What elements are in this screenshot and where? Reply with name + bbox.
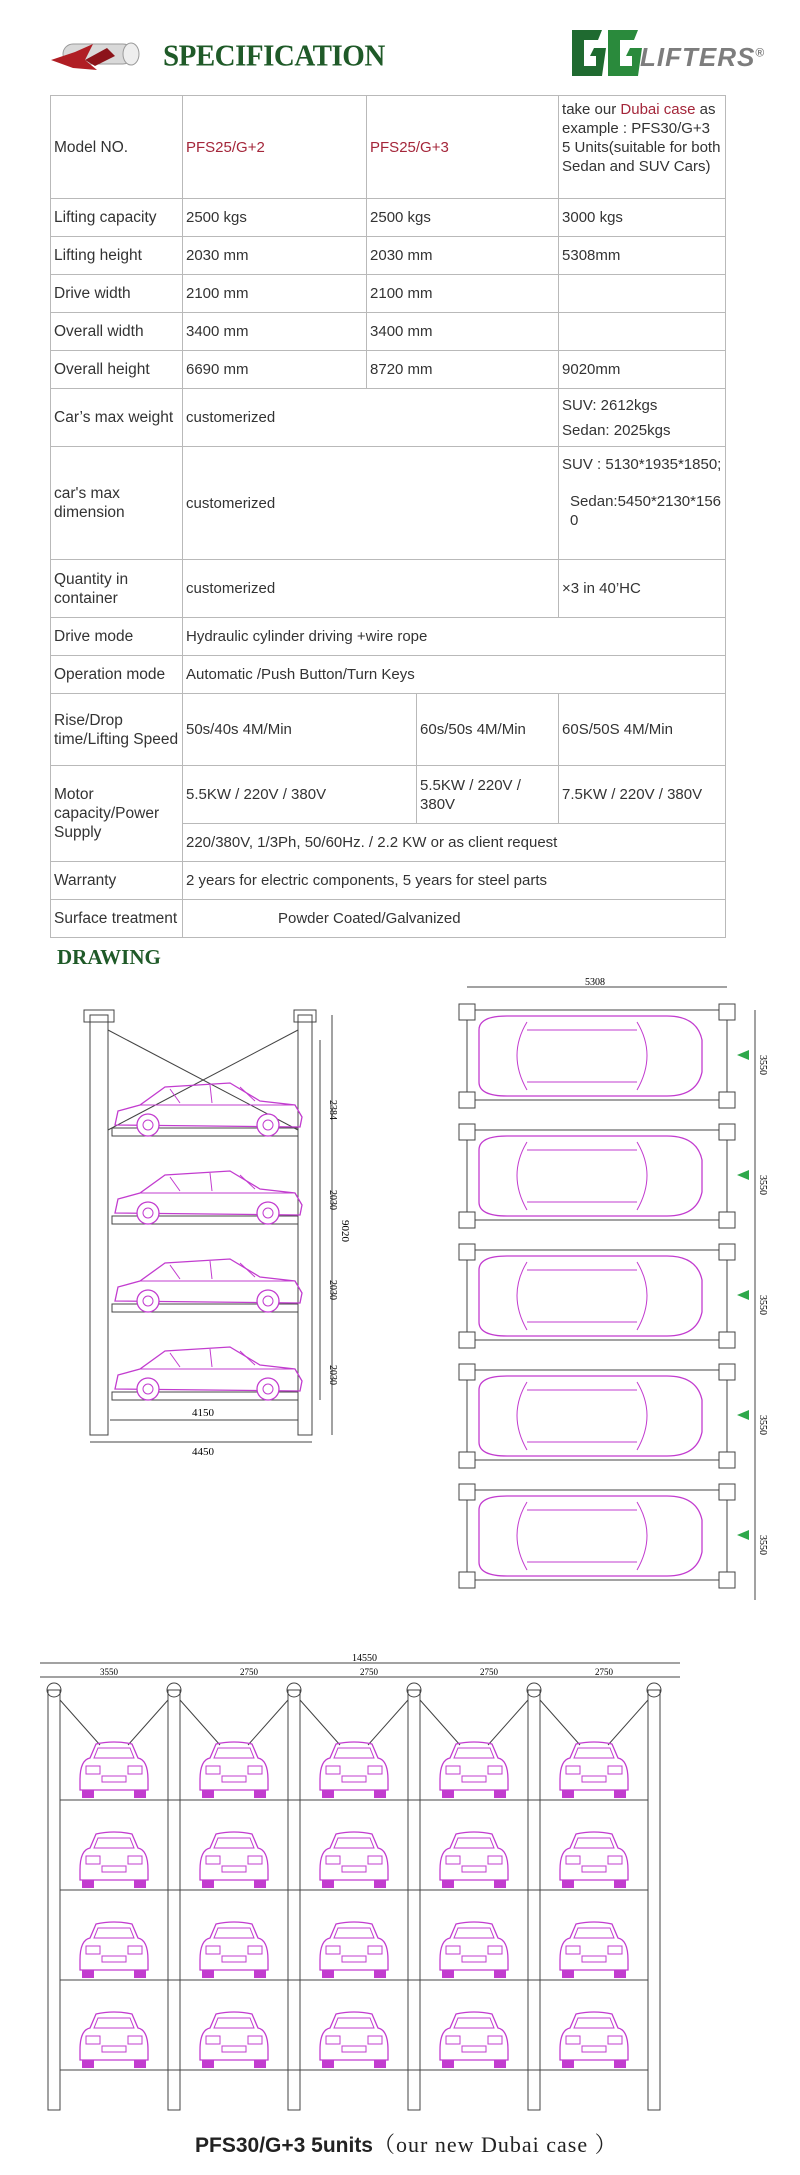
gg-logo-icon xyxy=(568,26,642,85)
plan-width-label: 5308 xyxy=(585,977,605,988)
cell: 2500 kgs xyxy=(183,199,367,237)
outer-width-label: 4450 xyxy=(192,1446,214,1458)
cell: 5308mm xyxy=(559,237,726,275)
cell xyxy=(559,275,726,313)
table-row xyxy=(51,766,726,824)
table-row xyxy=(51,199,726,237)
cell: 7.5KW / 220V / 380V xyxy=(559,766,726,824)
specification-table xyxy=(50,95,726,938)
row-label: Lifting capacity xyxy=(51,199,183,237)
front-total-label: 14550 xyxy=(352,1653,377,1664)
table-row xyxy=(51,694,726,766)
side-dim-label: 2030 xyxy=(327,1190,338,1210)
cell-line: Sedan: 2025kgs xyxy=(562,421,671,439)
cell-line: SUV: 2612kgs xyxy=(562,396,658,414)
plan-bay-label: 3550 xyxy=(757,1535,768,1555)
table-row xyxy=(51,351,726,389)
drawing-title: DRAWING xyxy=(57,945,161,969)
cell: 3000 kgs xyxy=(559,199,726,237)
cell-line: Sedan:5450*2130*1560 xyxy=(570,493,722,529)
cell: customerized xyxy=(183,389,559,447)
cell: 5.5KW / 220V / 380V xyxy=(417,766,559,824)
row-label: Warranty xyxy=(51,862,183,900)
caption-model: PFS30/G+3 5units xyxy=(195,2134,373,2157)
row-label: Rise/Drop time/Lifting Speed xyxy=(51,694,183,766)
brand-name: LIFTERS® xyxy=(640,42,766,72)
dubai-case-cell: take our Dubai case as example : PFS30/G+3 5 Units(suitable for both Sedan and SUV Cars) xyxy=(559,96,726,199)
dubai-case-link[interactable]: Dubai case xyxy=(620,101,696,118)
table-row xyxy=(51,862,726,900)
cell: 6690 mm xyxy=(183,351,367,389)
plan-bay-label: 3550 xyxy=(757,1295,768,1315)
table-row xyxy=(51,560,726,618)
table-row xyxy=(51,313,726,351)
table-row xyxy=(51,389,726,447)
cell: 3400 mm xyxy=(183,313,367,351)
row-label: Motor capacity/Power Supply xyxy=(51,766,183,862)
cell: customerized xyxy=(183,560,559,618)
cell xyxy=(559,389,726,447)
cell: 2 years for electric components, 5 years for steel parts xyxy=(183,862,726,900)
cell xyxy=(559,447,726,560)
plan-bay-label: 3550 xyxy=(757,1175,768,1195)
cell: 9020mm xyxy=(559,351,726,389)
plan-view-drawing xyxy=(455,975,768,1645)
row-label: Operation mode xyxy=(51,656,183,694)
table-row xyxy=(51,275,726,313)
cell: 5.5KW / 220V / 380V xyxy=(183,766,417,824)
cell: Automatic /Push Button/Turn Keys xyxy=(183,656,726,694)
front-bay-label: 2750 xyxy=(480,1667,498,1677)
caption-note: （our new Dubai case ） xyxy=(373,2132,618,2157)
table-row xyxy=(51,656,726,694)
table-row xyxy=(51,237,726,275)
cell xyxy=(559,313,726,351)
cell: 60S/50S 4M/Min xyxy=(559,694,726,766)
cell: ×3 in 40’HC xyxy=(559,560,726,618)
front-elevation-drawing xyxy=(40,1655,700,2125)
plan-bay-label: 3550 xyxy=(757,1415,768,1435)
cell: 3400 mm xyxy=(367,313,559,351)
front-bay-label: 2750 xyxy=(360,1667,378,1677)
row-label: car's max dimension xyxy=(51,447,183,560)
model-cell: PFS25/G+3 xyxy=(367,96,559,199)
row-label: Drive width xyxy=(51,275,183,313)
cell: Powder Coated/Galvanized xyxy=(183,900,726,938)
row-label: Lifting height xyxy=(51,237,183,275)
cell: 2030 mm xyxy=(183,237,367,275)
row-label: Car’s max weight xyxy=(51,389,183,447)
side-total-label: 9020 xyxy=(339,1220,351,1242)
row-label: Model NO. xyxy=(51,96,183,199)
front-bay-label: 2750 xyxy=(240,1667,258,1677)
cell: 2100 mm xyxy=(367,275,559,313)
row-label: Overall height xyxy=(51,351,183,389)
cell: 2500 kgs xyxy=(367,199,559,237)
table-row xyxy=(51,447,726,560)
row-label: Overall width xyxy=(51,313,183,351)
cell: customerized xyxy=(183,447,559,560)
front-bay-label: 3550 xyxy=(100,1667,118,1677)
side-dim-label: 2030 xyxy=(327,1280,338,1300)
cell: 2100 mm xyxy=(183,275,367,313)
side-dim-label: 2030 xyxy=(327,1365,338,1385)
inner-width-label: 4150 xyxy=(192,1407,214,1419)
scroll-logo-icon xyxy=(45,30,145,81)
cell: 220/380V, 1/3Ph, 50/60Hz. / 2.2 KW or as client request xyxy=(183,824,726,862)
row-label: Surface treatment xyxy=(51,900,183,938)
model-cell: PFS25/G+2 xyxy=(183,96,367,199)
side-dim-label: 2384 xyxy=(327,1100,338,1120)
front-bay-label: 2750 xyxy=(595,1667,613,1677)
cell: 8720 mm xyxy=(367,351,559,389)
table-row xyxy=(51,96,726,199)
plan-bay-label: 3550 xyxy=(757,1055,768,1075)
cell: 2030 mm xyxy=(367,237,559,275)
page-title: SPECIFICATION xyxy=(163,39,385,73)
row-label: Quantity in container xyxy=(51,560,183,618)
row-label: Drive mode xyxy=(51,618,183,656)
drawing-caption xyxy=(195,2128,618,2159)
cell: 60s/50s 4M/Min xyxy=(417,694,559,766)
side-elevation-drawing xyxy=(70,1000,370,1460)
table-row xyxy=(51,900,726,938)
cell: 50s/40s 4M/Min xyxy=(183,694,417,766)
table-row xyxy=(51,618,726,656)
cell-line: SUV : 5130*1935*1850; xyxy=(562,456,722,473)
cell: Hydraulic cylinder driving +wire rope xyxy=(183,618,726,656)
